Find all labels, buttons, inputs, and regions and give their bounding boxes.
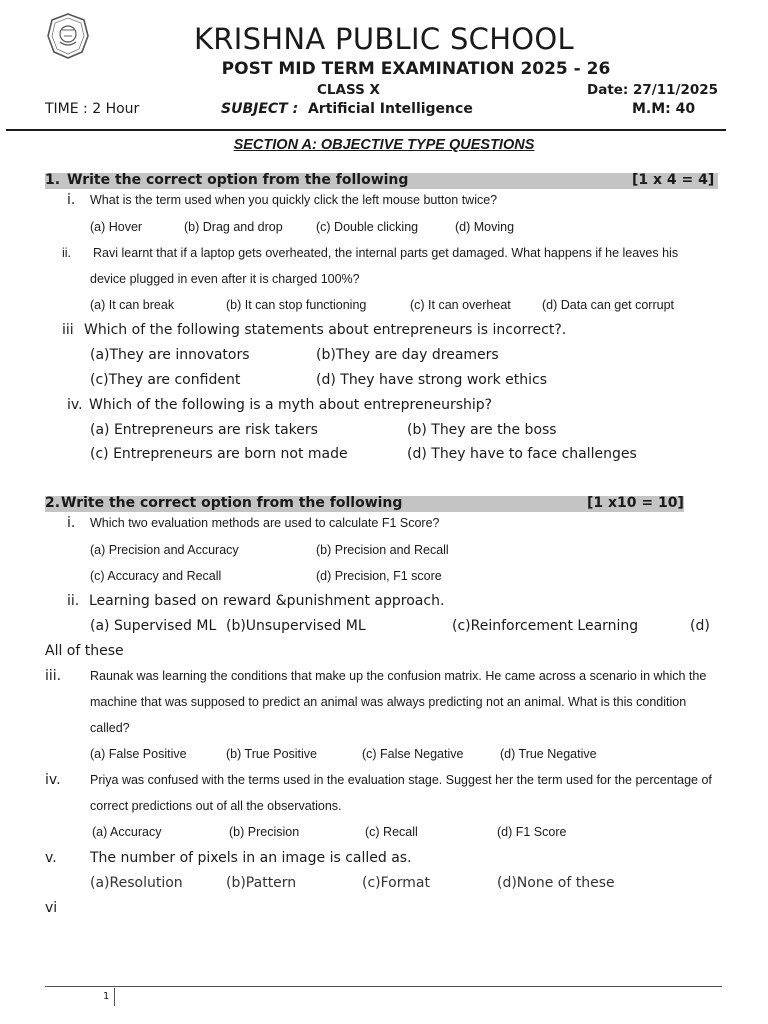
q2-iii-option-d: (d) True Negative xyxy=(500,747,597,761)
q2-ii-option-c: (c)Reinforcement Learning xyxy=(452,618,639,634)
q1-ii-text-line-1: Ravi learnt that if a laptop gets overheated, the internal parts get damaged. What happens if he leaves his xyxy=(93,246,679,260)
q2-iii-text-line-1: Raunak was learning the conditions that make up the confusion matrix. He came across a scenario in which the xyxy=(90,669,707,683)
section-title: SECTION A: OBJECTIVE TYPE QUESTIONS xyxy=(233,137,535,153)
q2-iii-text-line-3: called? xyxy=(90,721,130,735)
q2-v-option-d: (d)None of these xyxy=(497,875,615,891)
q2-iii-option-b: (b) True Positive xyxy=(226,747,318,761)
q2-iii-text-line-2: machine that was supposed to predict an animal was always predicting not an animal. What is this condition xyxy=(90,695,687,709)
question-1-title: Write the correct option from the following xyxy=(67,172,409,188)
question-2-title: Write the correct option from the following xyxy=(61,495,403,511)
q2-ii-option-b: (b)Unsupervised ML xyxy=(226,618,366,634)
q1-ii-option-d: (d) Data can get corrupt xyxy=(542,298,675,312)
q2-iii-option-c: (c) False Negative xyxy=(362,747,464,761)
q2-iv-text-line-1: Priya was confused with the terms used in the evaluation stage. Suggest her the term used for the percentage of xyxy=(90,773,712,787)
school-name: KRISHNA PUBLIC SCHOOL xyxy=(193,22,575,56)
q2-i-option-b: (b) Precision and Recall xyxy=(316,543,449,557)
q1-iv-number: iv. xyxy=(67,397,83,413)
page-number: 1 xyxy=(103,991,110,1002)
q2-iv-option-d: (d) F1 Score xyxy=(497,825,567,839)
q1-iv-option-b: (b) They are the boss xyxy=(407,422,557,438)
q1-ii-option-a: (a) It can break xyxy=(90,298,175,312)
question-1-marks: [1 x 4 = 4] xyxy=(632,172,715,188)
exam-title: POST MID TERM EXAMINATION 2025 - 26 xyxy=(221,59,611,79)
q2-ii-option-a: (a) Supervised ML xyxy=(90,618,217,634)
q1-ii-option-b: (b) It can stop functioning xyxy=(226,298,367,312)
q1-iv-option-a: (a) Entrepreneurs are risk takers xyxy=(90,422,318,438)
question-2-marks: [1 x10 = 10] xyxy=(587,495,684,511)
q2-v-text: The number of pixels in an image is called as. xyxy=(90,850,412,866)
q2-iv-number: iv. xyxy=(45,772,61,788)
header-divider xyxy=(6,129,726,131)
q1-iii-option-b: (b)They are day dreamers xyxy=(316,347,499,363)
q2-i-number: i. xyxy=(67,515,76,531)
q2-ii-option-d-text: All of these xyxy=(45,643,124,659)
q2-i-option-d: (d) Precision, F1 score xyxy=(316,569,442,583)
q2-iv-text-line-2: correct predictions out of all the observations. xyxy=(90,799,342,813)
class-label: CLASS X xyxy=(317,82,380,98)
q2-ii-text: Learning based on reward &punishment approach. xyxy=(89,593,445,609)
subject-label: SUBJECT : xyxy=(221,101,299,117)
q2-i-option-c: (c) Accuracy and Recall xyxy=(90,569,222,583)
q1-ii-option-c: (c) It can overheat xyxy=(410,298,511,312)
q2-ii-number: ii. xyxy=(67,593,80,609)
q2-iv-option-b: (b) Precision xyxy=(229,825,300,839)
q2-vi-number: vi xyxy=(45,900,58,916)
footer-separator xyxy=(114,988,115,1006)
q1-iii-option-d: (d) They have strong work ethics xyxy=(316,372,548,388)
q1-i-number: i. xyxy=(67,192,76,208)
footer-divider xyxy=(45,986,722,987)
subject-line xyxy=(221,101,473,117)
q1-iv-option-d: (d) They have to face challenges xyxy=(407,446,637,462)
question-1-number: 1. xyxy=(45,172,61,188)
q2-i-text: Which two evaluation methods are used to calculate F1 Score? xyxy=(90,516,440,530)
subject-value: Artificial Intelligence xyxy=(307,101,473,117)
q1-iii-option-a: (a)They are innovators xyxy=(90,347,250,363)
exam-time: TIME : 2 Hour xyxy=(45,101,140,117)
exam-date: Date: 27/11/2025 xyxy=(587,82,719,98)
q2-iii-option-a: (a) False Positive xyxy=(90,747,187,761)
q1-i-option-a: (a) Hover xyxy=(90,220,143,234)
q2-iii-number: iii. xyxy=(45,668,62,684)
q1-i-option-d: (d) Moving xyxy=(455,220,515,234)
max-marks: M.M: 40 xyxy=(632,101,696,117)
q1-ii-text-line-2: device plugged in even after it is charged 100%? xyxy=(90,272,360,286)
q1-iii-option-c: (c)They are confident xyxy=(90,372,241,388)
q1-iii-text: Which of the following statements about entrepreneurs is incorrect?. xyxy=(84,322,567,338)
q2-v-option-a: (a)Resolution xyxy=(90,875,183,891)
q1-i-option-b: (b) Drag and drop xyxy=(184,220,283,234)
q1-iv-text: Which of the following is a myth about entrepreneurship? xyxy=(89,397,493,413)
q2-i-option-a: (a) Precision and Accuracy xyxy=(90,543,239,557)
q2-iv-option-a: (a) Accuracy xyxy=(92,825,162,839)
q2-iv-option-c: (c) Recall xyxy=(365,825,418,839)
q1-i-text: What is the term used when you quickly click the left mouse button twice? xyxy=(90,193,498,207)
question-2-number: 2. xyxy=(45,495,61,511)
q2-v-number: v. xyxy=(45,850,57,866)
q1-ii-number: ii. xyxy=(62,246,72,260)
q1-iv-option-c: (c) Entrepreneurs are born not made xyxy=(90,446,348,462)
q2-v-option-c: (c)Format xyxy=(362,875,430,891)
q2-v-option-b: (b)Pattern xyxy=(226,875,297,891)
q2-ii-option-d: (d) xyxy=(690,618,710,634)
q1-iii-number: iii xyxy=(62,322,74,338)
q1-i-option-c: (c) Double clicking xyxy=(316,220,419,234)
